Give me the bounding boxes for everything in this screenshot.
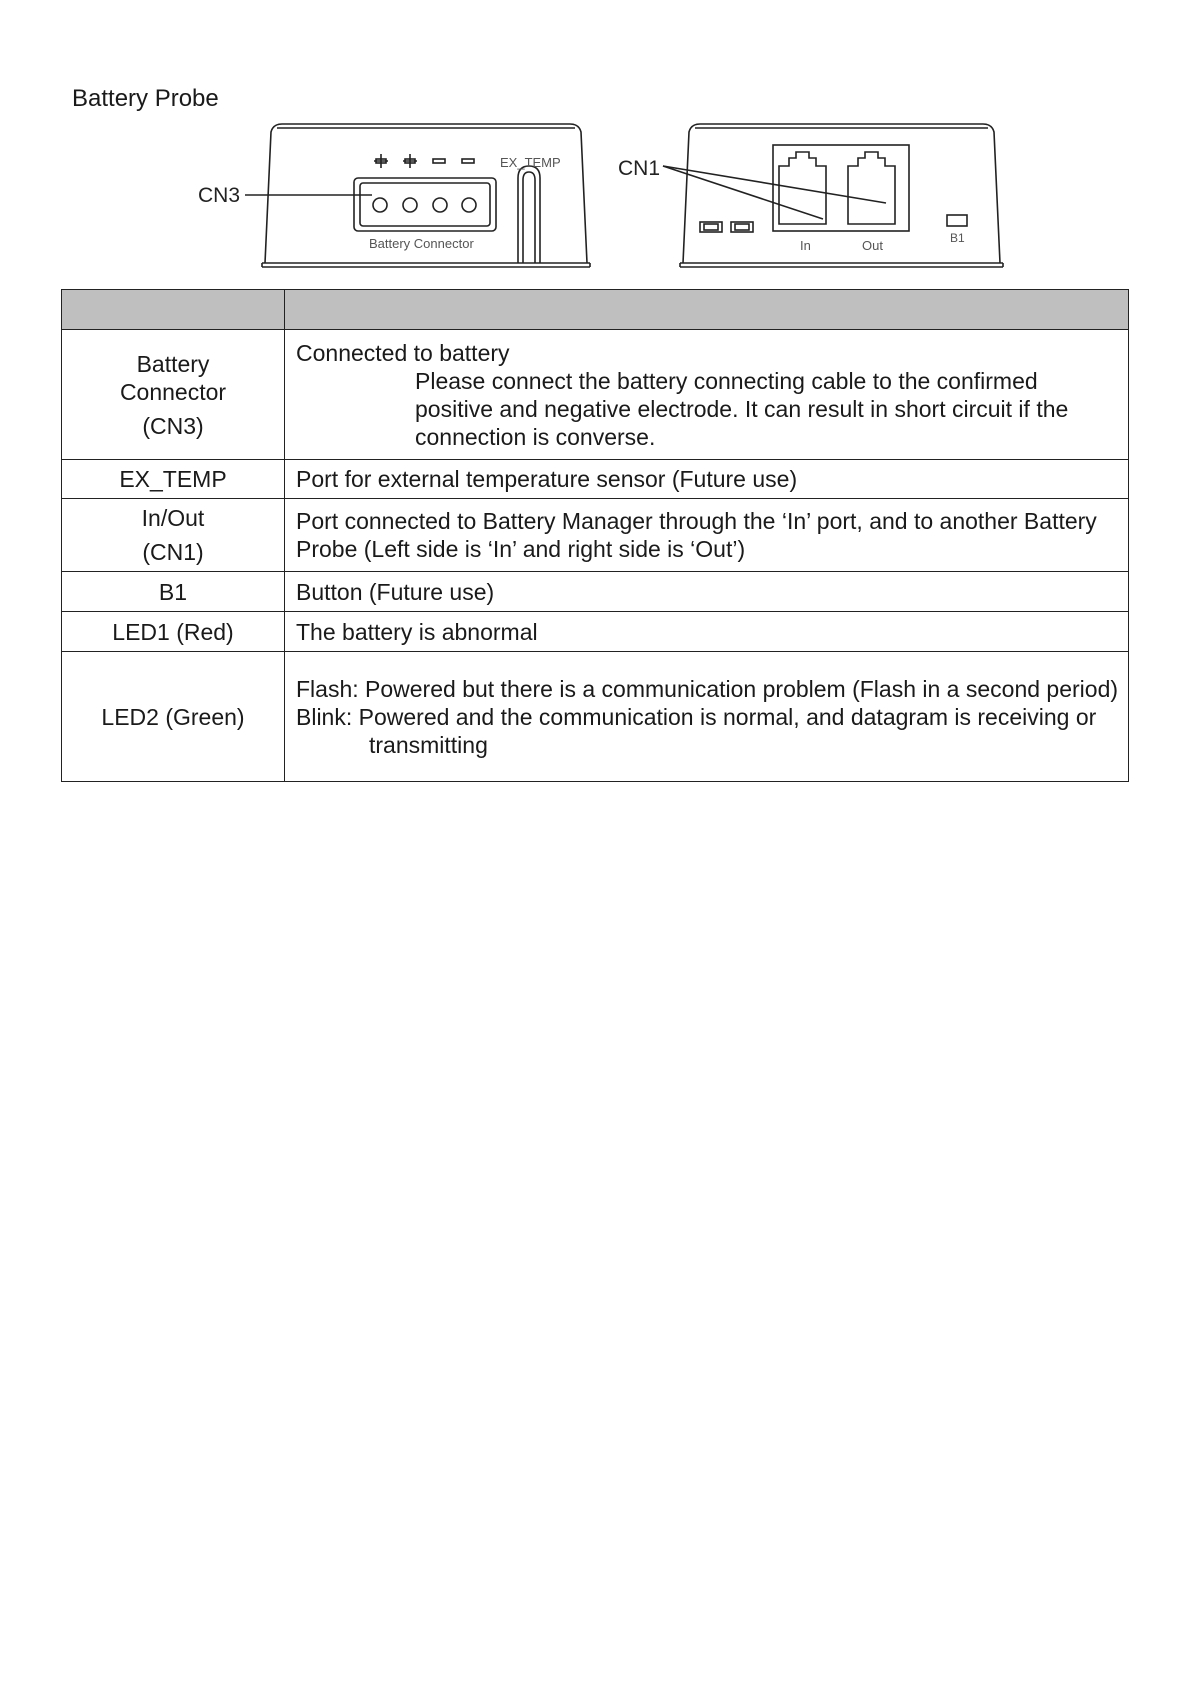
b1-button-indicator [947, 215, 967, 226]
battery-connector-outer [354, 178, 496, 231]
battery-probe-figure [0, 118, 1192, 270]
name-line: Battery [136, 350, 210, 377]
header-cell-description [285, 290, 1129, 330]
port-out-label: Out [862, 238, 883, 253]
table-row [62, 499, 1129, 572]
row-description: Port connected to Battery Manager through the ‘In’ port, and to another Battery Probe (Left side is ‘In’ and right side is ‘Out’) [285, 499, 1129, 572]
row-name: B1 [62, 572, 285, 612]
name-line: (CN1) [142, 539, 204, 565]
port-in-jack [779, 152, 826, 224]
ex-temp-port [518, 166, 540, 263]
row-name [62, 330, 285, 460]
table-row [62, 460, 1129, 499]
battery-probe-drawing [0, 118, 1192, 270]
caution-note: Please connect the battery connecting cable to the confirmed positive and negative electrode. It can result in short circuit if the connection is converse. [415, 367, 1069, 450]
probe-back-view [663, 124, 1003, 267]
connector-pin [462, 198, 476, 212]
row-description [285, 652, 1129, 782]
row-name: LED1 (Red) [62, 612, 285, 652]
row-name [62, 499, 285, 572]
cn1-callout: CN1 [618, 157, 661, 180]
battery-connector-label: Battery Connector [369, 236, 474, 251]
flash-desc: Flash: Powered but there is a communication problem (Flash in a second period) [296, 675, 1119, 702]
table-row [62, 612, 1129, 652]
connector-pin [433, 198, 447, 212]
desc-line: Connected to battery [296, 339, 510, 366]
spec-table [61, 289, 1129, 782]
connector-pin [403, 198, 417, 212]
port-out-jack [848, 152, 895, 224]
name-line: (CN3) [142, 412, 204, 439]
table-row [62, 652, 1129, 782]
header-cell-name [62, 290, 285, 330]
table-row [62, 330, 1129, 460]
connector-pin [373, 198, 387, 212]
section-title: Battery Probe [72, 85, 219, 112]
row-description: Button (Future use) [285, 572, 1129, 612]
ex-temp-label: EX_TEMP [500, 155, 561, 170]
table-header-row [62, 290, 1129, 330]
row-name: EX_TEMP [62, 460, 285, 499]
cn3-callout: CN3 [198, 184, 241, 207]
row-description [285, 330, 1129, 460]
name-line: In/Out [141, 505, 205, 531]
port-in-label: In [800, 238, 811, 253]
table-row [62, 572, 1129, 612]
row-description: Port for external temperature sensor (Future use) [285, 460, 1129, 499]
blink-desc: Blink: Powered and the communication is normal, and datagram is receiving or transmitting [296, 703, 1097, 758]
row-name: LED2 (Green) [62, 652, 285, 782]
b1-label: B1 [950, 231, 965, 245]
row-description: The battery is abnormal [285, 612, 1129, 652]
name-line: Connector [119, 378, 227, 405]
